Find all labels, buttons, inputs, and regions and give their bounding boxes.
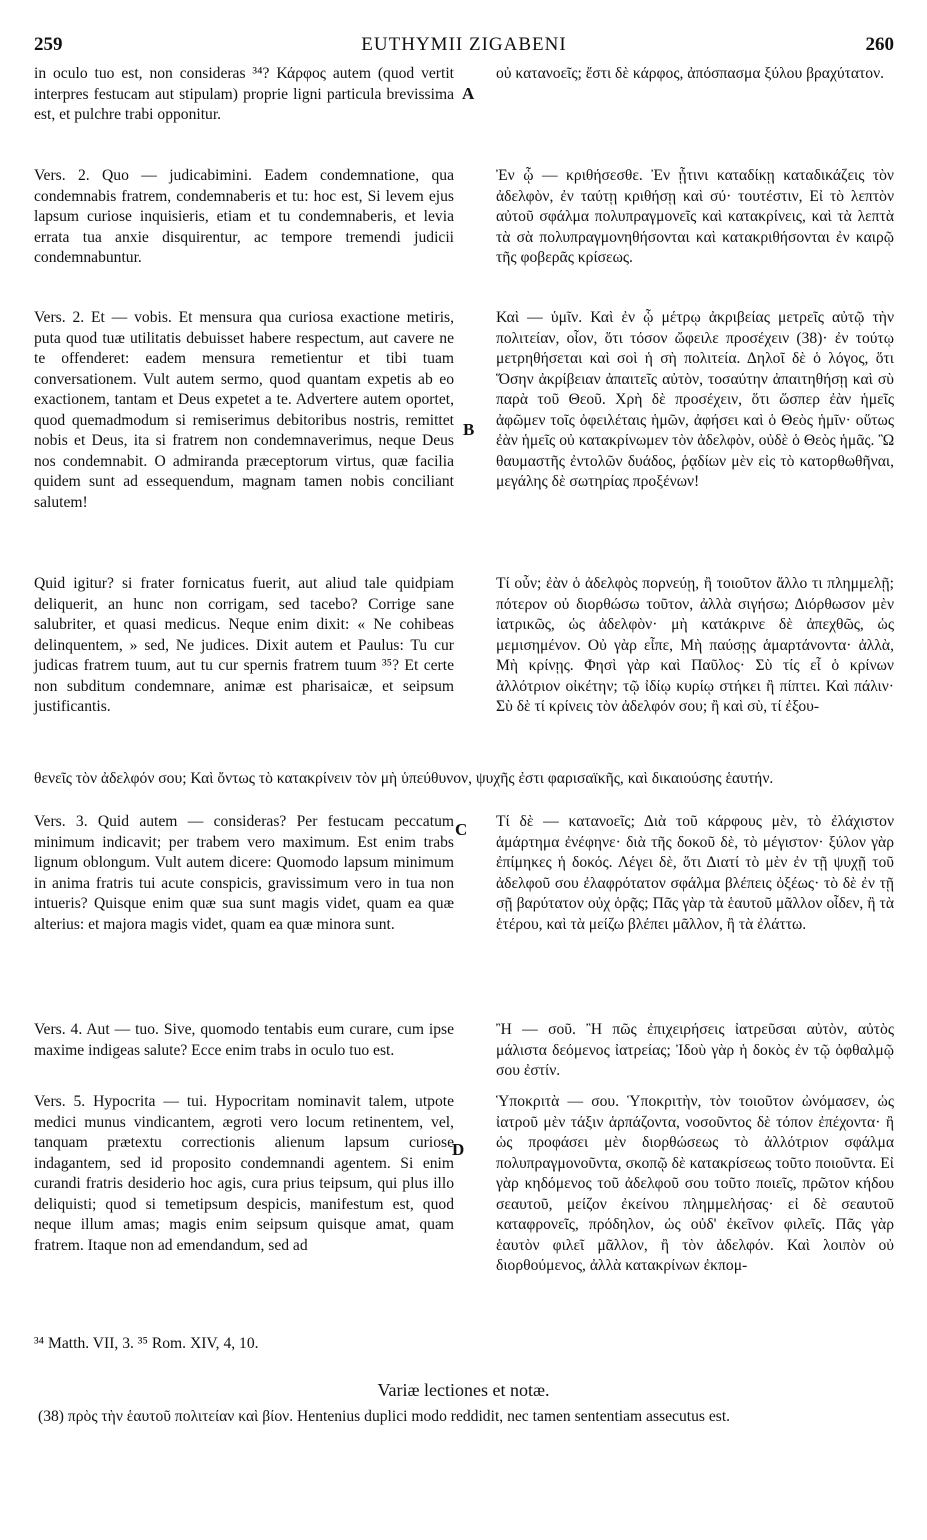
spanning-line: θενεῖς τὸν ἀδελφόν σου; Καὶ ὄντως τὸ κατακρίνειν τὸν μὴ ὑπεύθυνον, ψυχῆς ἐστι φαρισαϊκῆς, καὶ δικαιούσης ἑαυτήν.: [34, 770, 774, 787]
variae-note: (38) πρὸς τὴν ἑαυτοῦ πολιτείαν καὶ βίον. Hentenius duplici modo reddidit, nec tamen sententiam assecutus est.: [38, 1408, 731, 1425]
greek-paragraph: Ἢ — σοῦ. Ἢ πῶς ἐπιχειρήσεις ἰατρεῦσαι αὐτὸν, αὐτὸς μάλιστα δεόμενος ἰατρείας; Ἰδοὺ γὰρ ἡ δοκὸς ἐν τῷ ὀφθαλμῷ σου ἐστίν.: [496, 1021, 894, 1079]
running-title: EUTHYMII ZIGABENI: [361, 34, 567, 55]
greek-column-lower: [496, 812, 894, 1277]
latin-paragraph: Vers. 2. Quo — judicabimini. Eadem condemnatione, qua condemnabis fratrem, condemnaberis et tu: hoc est, Si levem ejus lapsum curiose inquisieris, etiam et tu condemnaberis, et levia errata tua anxie disquirentur, ac tempore tremendi judicii condemnabuntur.: [34, 167, 454, 266]
margin-letter-c: C: [455, 820, 468, 839]
page-header: [34, 34, 894, 58]
latin-column-upper: [34, 64, 454, 738]
latin-paragraph: Vers. 2. Et — vobis. Et mensura qua curiosa exactione metiris, puta quod tuæ utilitatis debuisset habere respectum, aut cavere ne te offenderet: eadem mensura remetientur et tibi tuam conversationem. Vult autem sermo, quod quantam expetis ab eo exactionem, tantam et Deus expetet a te. Advertere autem oportet, quod quemadmodum si remiserimus debitoribus nostris, remittet nobis et Deus, ita si fratrem non condemnaverimus, neque Deus nos condemnabit. O admiranda præceptorum virtus, quæ facilia quidem sunt ad essequendum, magnam tamen nobis conciliant salutem!: [34, 309, 454, 511]
greek-paragraph: οὐ κατανοεῖς; ἔστι δὲ κάρφος, ἀπόσπασμα ξύλου βραχύτατον.: [496, 65, 885, 82]
latin-paragraph: Vers. 4. Aut — tuo. Sive, quomodo tentabis eum curare, cum ipse maxime indigeas salute? Ecce enim trabs in oculo tuo est.: [34, 1021, 454, 1059]
greek-paragraph: Τί δὲ — κατανοεῖς; Διὰ τοῦ κάρφους μὲν, τὸ ἐλάχιστον ἁμάρτημα ἐνέφηνε· διὰ τῆς δοκοῦ δὲ, τὸ μέγιστον· ξύλον γὰρ ἐπίμηκες ἡ δοκός. Λέγει δὲ, ὅτι Διατί τὸ μὲν ἐν τῇ ψυχῇ τοῦ ἀδελφοῦ σου ἐλαφρότατον σφάλμα βλέπεις ὀξέως· τὸ δὲ ἐν τῇ σῇ βαρύτατον οὐχ ὁρᾷς; Πᾶς γὰρ τὰ ἑαυτοῦ μᾶλλον οἶδεν, ἢ τὰ ἑτέρου, καὶ τὰ μείζω βλέπει μᾶλλον, ἢ τὰ ἐλάττω.: [496, 813, 894, 933]
latin-paragraph: in oculo tuo est, non consideras ³⁴? Κάρφος autem (quod vertit interpres festucam aut stipulam) proprie ligni particula brevissima est, et pulchre trabi opponitur.: [34, 65, 454, 123]
greek-column-upper: [496, 64, 894, 738]
page-number-left: 259: [34, 34, 63, 55]
margin-letter-d: D: [452, 1140, 465, 1159]
latin-paragraph: Vers. 3. Quid autem — consideras? Per festucam peccatum minimum indicavit; per trabem vero maximum. Est enim trabs lignum oblongum. Vult autem dicere: Quomodo lapsum minimum in anima fratris tui acute conspicis, gravissimum vero in tua non intueris? Quisque enim quæ sua sunt magis videt, quam ea quæ alterius: et majora magis videt, quam ea quæ minora sunt.: [34, 813, 454, 933]
greek-paragraph: Καὶ — ὑμῖν. Καὶ ἐν ᾧ μέτρῳ ἀκριβείας μετρεῖς αὐτῷ τὴν πολιτείαν, οἷον, ὅτι τόσον ὤφειλε προσέχειν (38)· ἐν τούτῳ μετρηθήσεται καὶ σοὶ ἡ σὴ πολιτεία. Δηλοῖ δὲ ὁ λόγος, ὅτι Ὅσην ἀκρίβειαν ἀπαιτεῖς αὐτὸν, τοσαύτην ἀπαιτηθήσῃ καὶ σὺ παρὰ τοῦ Θεοῦ. Χρὴ δὲ προσέχειν, ὅτι ὥσπερ ἐὰν ἡμεῖς ἀφῶμεν τοῖς ὀφειλέταις ἡμῶν, ἀφήσει καὶ ὁ Θεὸς ἡμῖν· οὕτως ἐὰν ἡμεῖς οὐ κατακρίνωμεν τὸν ἀδελφὸν, οὐδὲ ὁ Θεὸς ἡμᾶς. Ὢ θαυμαστῆς ἐντολῶν δυάδος, ῥᾳδίων μὲν εἰς τὸ κατορθωθῆναι, μεγάλης δὲ σωτηρίας προξένων!: [496, 309, 894, 490]
greek-paragraph: Ἐν ᾧ — κριθήσεσθε. Ἐν ᾗτινι καταδίκῃ καταδικάζεις τὸν ἀδελφὸν, ἐν ταύτῃ κριθήσῃ καὶ σύ· τουτέστιν, Εἰ τὸ λεπτὸν αὐτοῦ σφάλμα πολυπραγμονεῖς καὶ κατακρίνεις, καὶ τὰ λεπτὰ τὰ σὰ πολυπραγμονηθήσονται καὶ κατακριθήσονται ἐν καιρῷ τῆς φοβερᾶς κρίσεως.: [496, 167, 894, 266]
latin-paragraph: Vers. 5. Hypocrita — tui. Hypocritam nominavit talem, utpote medici munus vindicantem, ægroti vero locum retinentem, vel, tanquam prætextu correctionis alienum lapsum curiose indagantem, sed id proposito condemnandi agentem. Si enim curandi fratris desiderio hoc agis, cura prius teipsum, qui plus illo deliquisti; quod si temetipsum despicis, manifestum est, quod neque illum amas; magis enim seipsum quisque amat, quam fratrem. Itaque non ad emendandum, sed ad: [34, 1093, 454, 1254]
variae-title: Variæ lectiones et notæ.: [377, 1380, 550, 1400]
page-number-right: 260: [865, 34, 894, 55]
footnote-references: ³⁴ Matth. VII, 3. ³⁵ Rom. XIV, 4, 10.: [34, 1335, 259, 1352]
greek-paragraph: Ὑποκριτὰ — σου. Ὑποκριτὴν, τὸν τοιοῦτον ὠνόμασεν, ὡς ἰατροῦ μὲν τάξιν ἁρπάζοντα, νοσοῦντος δὲ τόπον ἐπέχοντα· ἢ ὡς προφάσει μὲν διορθώσεως τὸ ἀλλότριον σφάλμα πολυπραγμονοῦντα, σκοπῷ δὲ κατακρίσεως τοῦτο ποιοῦντα. Εἰ γὰρ κηδόμενος τοῦ ἀδελφοῦ σου τοῦτο ποιεῖς, πρῶτον κήδου σεαυτοῦ, μείζον ἐκείνου πλημμελήσας· εἰ δὲ σεαυτοῦ καταφρονεῖς, πρόδηλον, ὡς οὐδ' ἐκεῖνον φιλεῖς. Πᾶς γὰρ ἑαυτὸν φιλεῖ μᾶλλον, ἢ τὸν ἀδελφόν. Καὶ λοιπὸν οὐ διορθούμενος, ἀλλὰ κατακρίνων ἐκπομ-: [496, 1093, 894, 1274]
latin-paragraph: Quid igitur? si frater fornicatus fuerit, aut aliud tale quidpiam deliquerit, an hunc non corrigam, sed tacebo? Corrige sane salubriter, et quasi medicus. Neque enim dixit: « Ne cohibeas delinquentem, » sed, Ne judices. Dixit autem et Paulus: Tu cur judicas fratrem tuum, aut tu cur spernis fratrem tuum ³⁵? Et certe non subditum condemnare, animæ est pharisaicæ, et seipsum justificantis.: [34, 575, 454, 715]
latin-column-lower: [34, 812, 454, 1256]
greek-paragraph: Τί οὖν; ἐὰν ὁ ἀδελφὸς πορνεύῃ, ἢ τοιοῦτον ἄλλο τι πλημμελῇ; πότερον οὐ διορθώσω τοῦτον, ἀλλὰ σιγήσω; Διόρθωσον μὲν ἰατρικῶς, ὡς ἀδελφὸν· μὴ κατάκρινε δὲ ἀπεχθῶς, ὡς μεμισημένον. Οὐ γὰρ εἶπε, Μὴ παύσῃς ἁμαρτάνοντα· ἀλλὰ, Μὴ κρίνῃς. Φησὶ γὰρ καὶ Παῦλος· Σὺ τίς εἶ ὁ κρίνων ἀλλότριον οἰκέτην; τῷ ἰδίῳ κυρίῳ στήκει ἢ πίπτει. Καὶ πάλιν· Σὺ δὲ τί κρίνεις τὸν ἀδελφόν σου; ἢ καὶ σὺ, τί ἐξου-: [496, 575, 894, 715]
margin-letter-a: A: [462, 84, 475, 103]
margin-letter-b: B: [463, 420, 475, 439]
